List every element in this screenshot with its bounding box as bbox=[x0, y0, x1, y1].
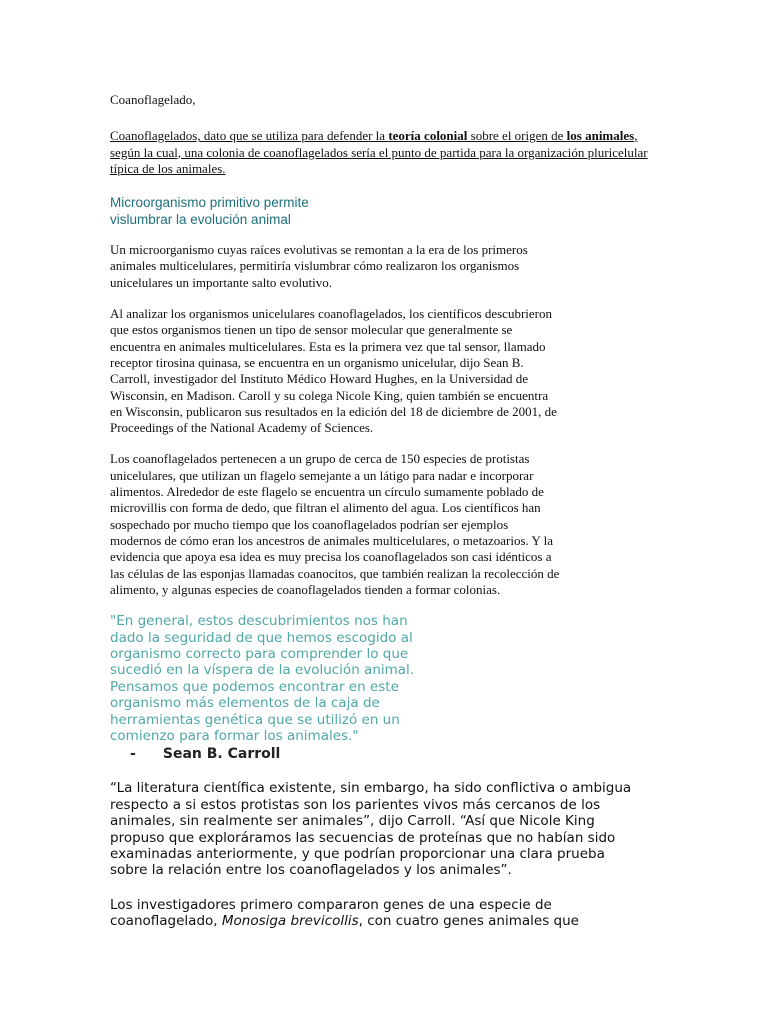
body-paragraph-3: Los coanoflagelados pertenecen a un grupo de cerca de 150 especies de protistas unicelulares, que utilizan un flagelo semejante a un látigo para nadar e incorporar alimentos. Alrededor de este flagelo se encuentra un círculo sumamente poblado de microvillis con forma de dedo, que filtran el alimento del agua. Los científicos han sospechado por mucho tiempo que los coanoflagelados podrían ser ejemplos modernos de cómo eran los ancestros de animales multicelulares, o metazoarios. Y la evidencia que apoya esa idea es muy precisa los coanoflagelados son casi idénticos a las células de las esponjas llamadas coanocitos, que también realizan la recolección de alimento, y algunas especies de coanoflagelados tienden a formar colonias. bbox=[110, 451, 560, 597]
subheading bbox=[110, 195, 410, 228]
intro-paragraph bbox=[110, 128, 658, 177]
document-title: Coanoflagelado, bbox=[110, 92, 196, 107]
sans-paragraph-2 bbox=[110, 897, 640, 930]
carroll-quote: "En general, estos descubrimientos nos han dado la seguridad de que hemos escogido al organismo correcto para comprender lo que sucedió en la víspera de la evolución animal. Pensamos que podemos encontrar en este organismo más elementos de la caja de herramientas genética que se utilizó en un comienzo para formar los animales." bbox=[110, 613, 415, 744]
body-paragraph-2: Al analizar los organismos unicelulares coanoflagelados, los científicos descubrieron que estos organismos tienen un tipo de sensor molecular que generalmente se encuentra en animales multicelulares. Esta es la primera vez que tal sensor, llamado receptor tirosina quinasa, se encuentra en un organismo unicelular, dijo Sean B. Carroll, investigador del Instituto Médico Howard Hughes, en la Universidad de Wisconsin, en Madison. Caroll y su colega Nicole King, quien también se encuentra en Wisconsin, publicaron sus resultados en la edición del 18 de diciembre de 2001, de Proceedings of the National Academy of Sciences. bbox=[110, 306, 557, 436]
quote-attribution bbox=[130, 746, 670, 762]
attribution-dash: - bbox=[130, 746, 136, 763]
attribution-name: Sean B. Carroll bbox=[162, 746, 281, 763]
sans-paragraph-1 bbox=[110, 780, 640, 878]
subheading-line-1: Microorganismo primitivo permite bbox=[110, 195, 309, 211]
intro-text-2: sobre el origen de bbox=[467, 128, 567, 144]
intro-text-1: Coanoflagelados, dato que se utiliza para defender la bbox=[110, 128, 389, 144]
sans-paragraph-2-text-1: Los investigadores primero compararon genes de una especie de coanoflagelado, bbox=[110, 896, 552, 930]
intro-text-3: , según la cual, una colonia de coanoflagelados sería el punto de partida para la organización pluricelular típica de los animales. bbox=[110, 128, 648, 176]
sans-paragraph-1-line-2: respecto a si estos protistas son los parientes vivos más cercanos de los animales, sin realmente ser animales”, dijo Carroll. “Así que Nicole King propuso que exploráramos las secuencias de proteínas que no habían sido examinadas anteriormente, y que podrían proporcionar una clara prueba sobre la relación entre los coanoflagelados y los animales”. bbox=[110, 796, 616, 879]
body-paragraph-1: Un microorganismo cuyas raíces evolutivas se remontan a la era de los primeros animales multicelulares, permitiría vislumbrar cómo realizaron los organismos unicelulares un importante salto evolutivo. bbox=[110, 242, 528, 290]
species-name: Monosiga brevicollis bbox=[221, 913, 359, 930]
subheading-line-2: vislumbrar la evolución animal bbox=[110, 211, 291, 227]
document-page bbox=[110, 92, 670, 948]
sans-paragraph-2-text-2: , con cuatro genes animales que bbox=[358, 913, 579, 930]
intro-bold-1: teoría colonial bbox=[388, 128, 468, 144]
intro-bold-2: los animales bbox=[566, 128, 635, 144]
sans-paragraph-1-line-1: “La literatura científica existente, sin embargo, ha sido conflictiva o ambigua bbox=[110, 780, 632, 797]
